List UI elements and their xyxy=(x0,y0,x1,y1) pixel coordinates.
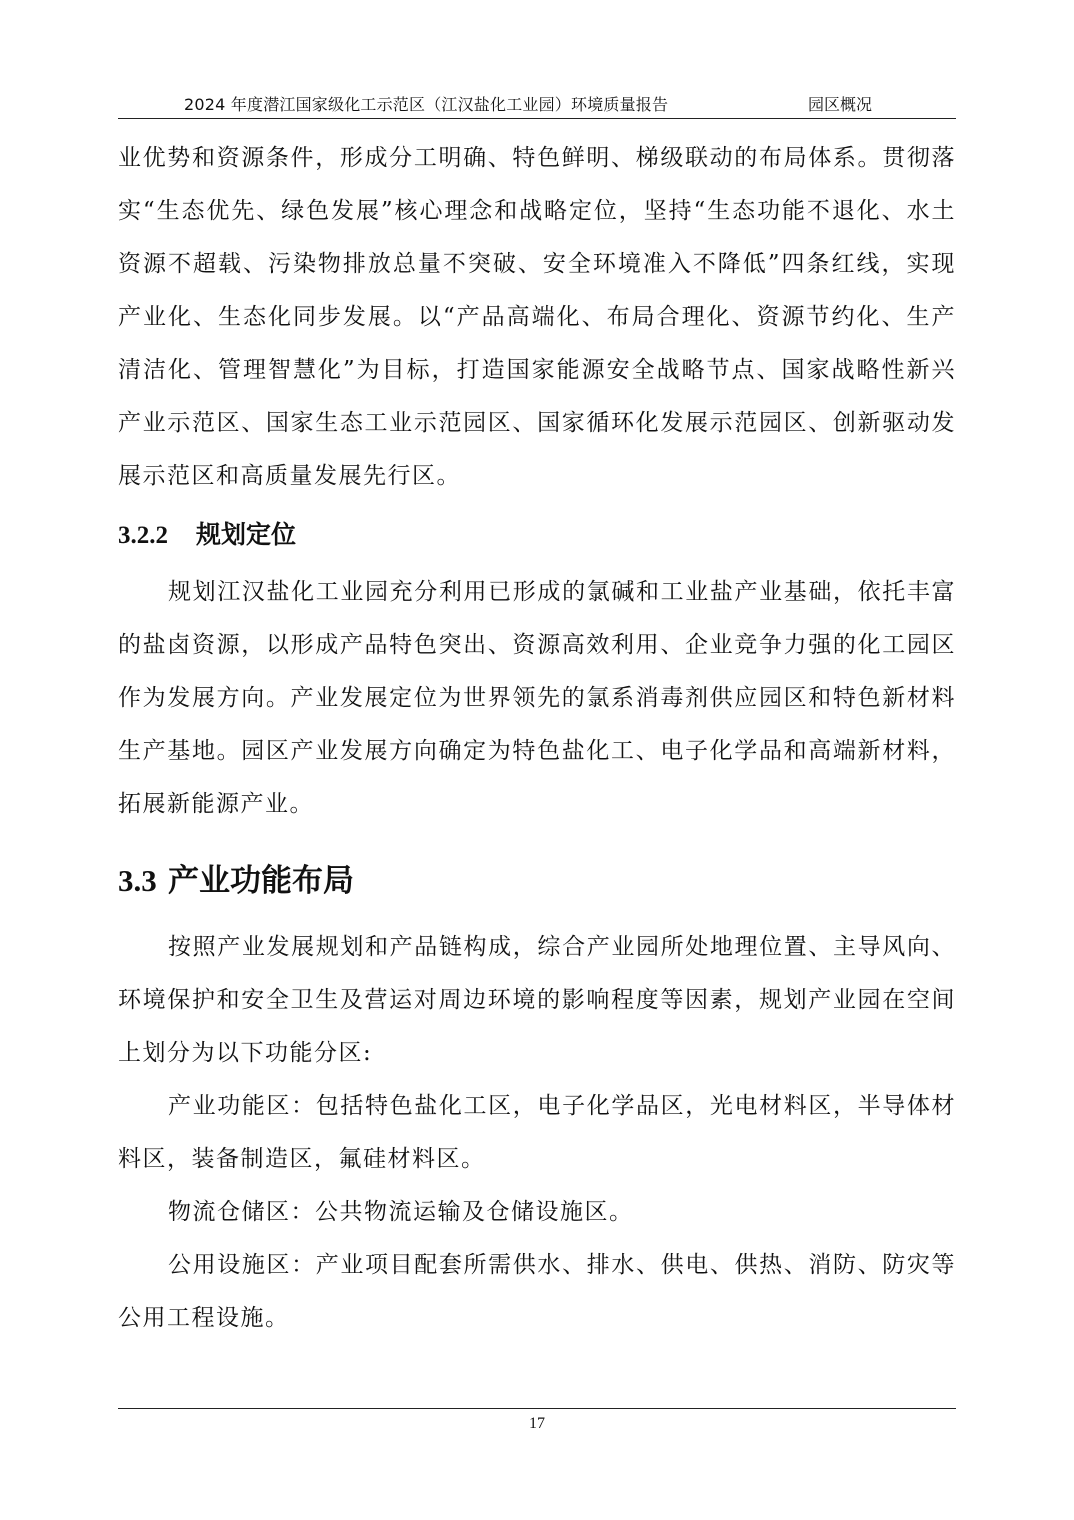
page-number: 17 xyxy=(529,1415,545,1432)
industry-zone-paragraph: 产业功能区：包括特色盐化工区，电子化学品区，光电材料区，半导体材料区，装备制造区，氟硅材料区。 xyxy=(118,1093,956,1172)
section-title: 产业功能布局 xyxy=(168,863,354,899)
logistics-zone-paragraph: 物流仓储区：公共物流运输及仓储设施区。 xyxy=(168,1199,634,1225)
header-section-label: 园区概况 xyxy=(808,95,873,114)
subsection-heading-3-2-2 xyxy=(118,511,956,560)
utility-zone-paragraph: 公用设施区：产业项目配套所需供水、排水、供电、供热、消防、防灾等公用工程设施。 xyxy=(118,1252,956,1331)
layout-intro-paragraph: 按照产业发展规划和产品链构成，综合产业园所处地理位置、主导风向、环境保护和安全卫生及营运对周边环境的影响程度等因素，规划产业园在空间上划分为以下功能分区: xyxy=(118,934,956,1066)
page-footer xyxy=(118,1408,956,1432)
subsection-number: 3.2.2 xyxy=(118,522,168,549)
section-heading-3-3 xyxy=(118,853,956,909)
planning-position-paragraph: 规划江汉盐化工业园充分利用已形成的氯碱和工业盐产业基础，依托丰富的盐卤资源，以形成产品特色突出、资源高效利用、企业竞争力强的化工园区作为发展方向。产业发展定位为世界领先的氯系消毒剂供应园区和特色新材料生产基地。园区产业发展方向确定为特色盐化工、电子化学品和高端新材料，拓展新能源产业。 xyxy=(118,579,956,817)
header-title: 2024 年度潜江国家级化工示范区（江汉盐化工业园）环境质量报告 xyxy=(184,95,669,114)
subsection-title: 规划定位 xyxy=(196,520,297,549)
page-body xyxy=(118,132,956,1345)
intro-paragraph: 业优势和资源条件，形成分工明确、特色鲜明、梯级联动的布局体系。贯彻落实“生态优先、绿色发展”核心理念和战略定位，坚持“生态功能不退化、水土资源不超载、污染物排放总量不突破、安全环境准入不降低”四条红线，实现产业化、生态化同步发展。以“产品高端化、布局合理化、资源节约化、生产清洁化、管理智慧化”为目标，打造国家能源安全战略节点、国家战略性新兴产业示范区、国家生态工业示范园区、国家循环化发展示范园区、创新驱动发展示范区和高质量发展先行区。 xyxy=(118,145,956,489)
page-header xyxy=(118,88,956,119)
section-number: 3.3 xyxy=(118,863,157,898)
